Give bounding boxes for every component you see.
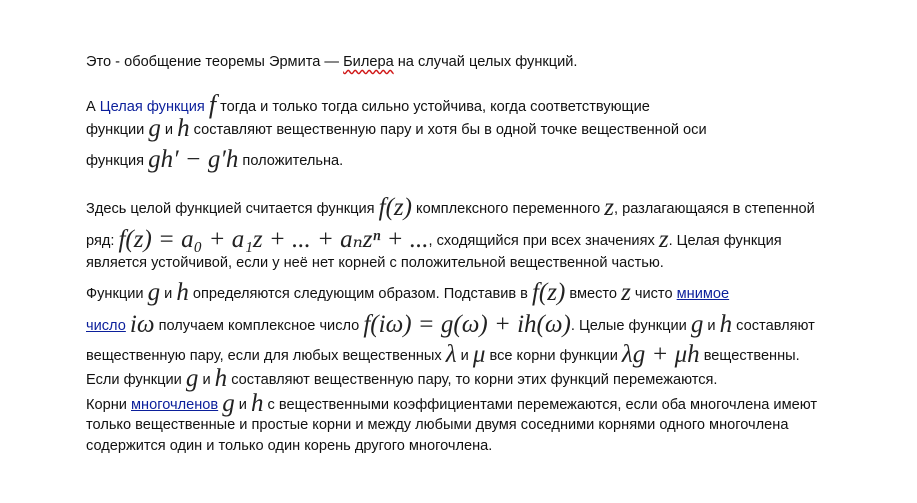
- text: определяются следующим образом. Подставив в: [188, 286, 532, 302]
- math-h: h: [251, 390, 264, 417]
- text: , сходящийся при всех значениях: [428, 233, 659, 249]
- math-z: z: [604, 194, 614, 221]
- text: составляют: [732, 318, 815, 334]
- link-polynomials[interactable]: многочленов: [131, 397, 219, 413]
- text: А: [86, 99, 100, 115]
- math-f: f: [208, 90, 217, 119]
- text: . Целая функция: [668, 233, 782, 249]
- text: составляют вещественную пару, то корни этих функций перемежаются.: [227, 372, 718, 388]
- text: все корни функции: [485, 348, 622, 364]
- p2-line-6: [86, 341, 800, 368]
- text: , разлагающаяся в степенной: [614, 201, 815, 217]
- text: положительна.: [238, 153, 344, 169]
- text: и: [160, 122, 178, 138]
- math-g: g: [690, 311, 704, 338]
- math-h: h: [176, 279, 189, 306]
- text: с вещественными коэффициентами перемежаются, если оба многочлена имеют: [263, 397, 818, 413]
- math-lambda: λ: [445, 341, 457, 368]
- text: содержится один и только один корень другого многочлена.: [86, 438, 493, 454]
- link-imaginary[interactable]: мнимое: [676, 286, 730, 302]
- math-f-i-omega: f(iω) = g(ω) + ih(ω): [363, 311, 571, 338]
- text: тогда и только тогда сильно устойчива, когда соответствующие: [216, 99, 650, 115]
- text: вместо: [565, 286, 622, 302]
- text: и: [456, 348, 473, 364]
- link-entire-function[interactable]: Целая функция: [99, 99, 205, 115]
- math-fz: f(z): [378, 194, 412, 221]
- text: . Целые функции: [570, 318, 691, 334]
- math-h: h: [214, 365, 228, 392]
- math-mu: μ: [472, 341, 486, 368]
- text: функция: [86, 153, 149, 169]
- text: ряд:: [86, 233, 119, 249]
- text: вещественны.: [699, 348, 800, 364]
- math-fz: f(z): [531, 279, 566, 306]
- text: и: [160, 286, 177, 302]
- text: Корни: [86, 397, 131, 413]
- math-g: g: [148, 115, 161, 142]
- text: и: [234, 397, 251, 413]
- math-lambda-g-mu-h: λg + μh: [621, 341, 700, 368]
- math-wronskian: gh′ − g′h: [148, 146, 239, 173]
- math-z: z: [621, 279, 631, 306]
- p1-line-1: [86, 90, 650, 119]
- math-h: h: [177, 115, 190, 142]
- p2-line-5: [86, 311, 815, 338]
- text: составляют вещественную пару и хотя бы в одной точке вещественной оси: [189, 122, 707, 138]
- math-h: h: [719, 311, 733, 338]
- text: Здесь целой функцией считается функция: [86, 201, 379, 217]
- title-line: [86, 52, 578, 72]
- math-g: g: [147, 279, 161, 306]
- math-power-series: f(z) = a₀ + a₁z + ... + aₙzⁿ + ...: [118, 226, 429, 253]
- p2-line-10: [86, 436, 492, 456]
- p1-line-2: [86, 115, 707, 142]
- math-i-omega: iω: [129, 311, 155, 338]
- text: только вещественные и простые корни и между любыми двумя соседними корнями одного многочлена: [86, 417, 789, 433]
- text: функции: [86, 122, 149, 138]
- p2-line-1: [86, 194, 815, 221]
- p2-line-9: [86, 415, 788, 435]
- text: и: [198, 372, 215, 388]
- text: Если функции: [86, 372, 186, 388]
- math-z: z: [658, 226, 669, 253]
- title-text-post: на случай целых функций.: [393, 54, 578, 70]
- p2-line-2: [86, 226, 782, 253]
- p2-line-4: [86, 279, 730, 306]
- p2-line-8: [86, 390, 818, 417]
- math-g: g: [222, 390, 235, 417]
- math-g: g: [185, 365, 199, 392]
- title-text-pre: Это - обобщение теоремы Эрмита —: [86, 54, 344, 70]
- p2-line-7: [86, 365, 718, 392]
- text: Функции: [86, 286, 148, 302]
- text: и: [703, 318, 720, 334]
- text: комплексного переменного: [411, 201, 605, 217]
- text: получаем комплексное число: [154, 318, 364, 334]
- text: является устойчивой, если у неё нет корней с положительной вещественной частью.: [86, 255, 664, 271]
- text: вещественную пару, если для любых вещественных: [86, 348, 446, 364]
- title-name-misspelled: Билера: [343, 54, 394, 70]
- p1-line-3: [86, 146, 344, 173]
- p2-line-3: [86, 253, 664, 273]
- link-number[interactable]: число: [86, 318, 126, 334]
- text: чисто: [630, 286, 677, 302]
